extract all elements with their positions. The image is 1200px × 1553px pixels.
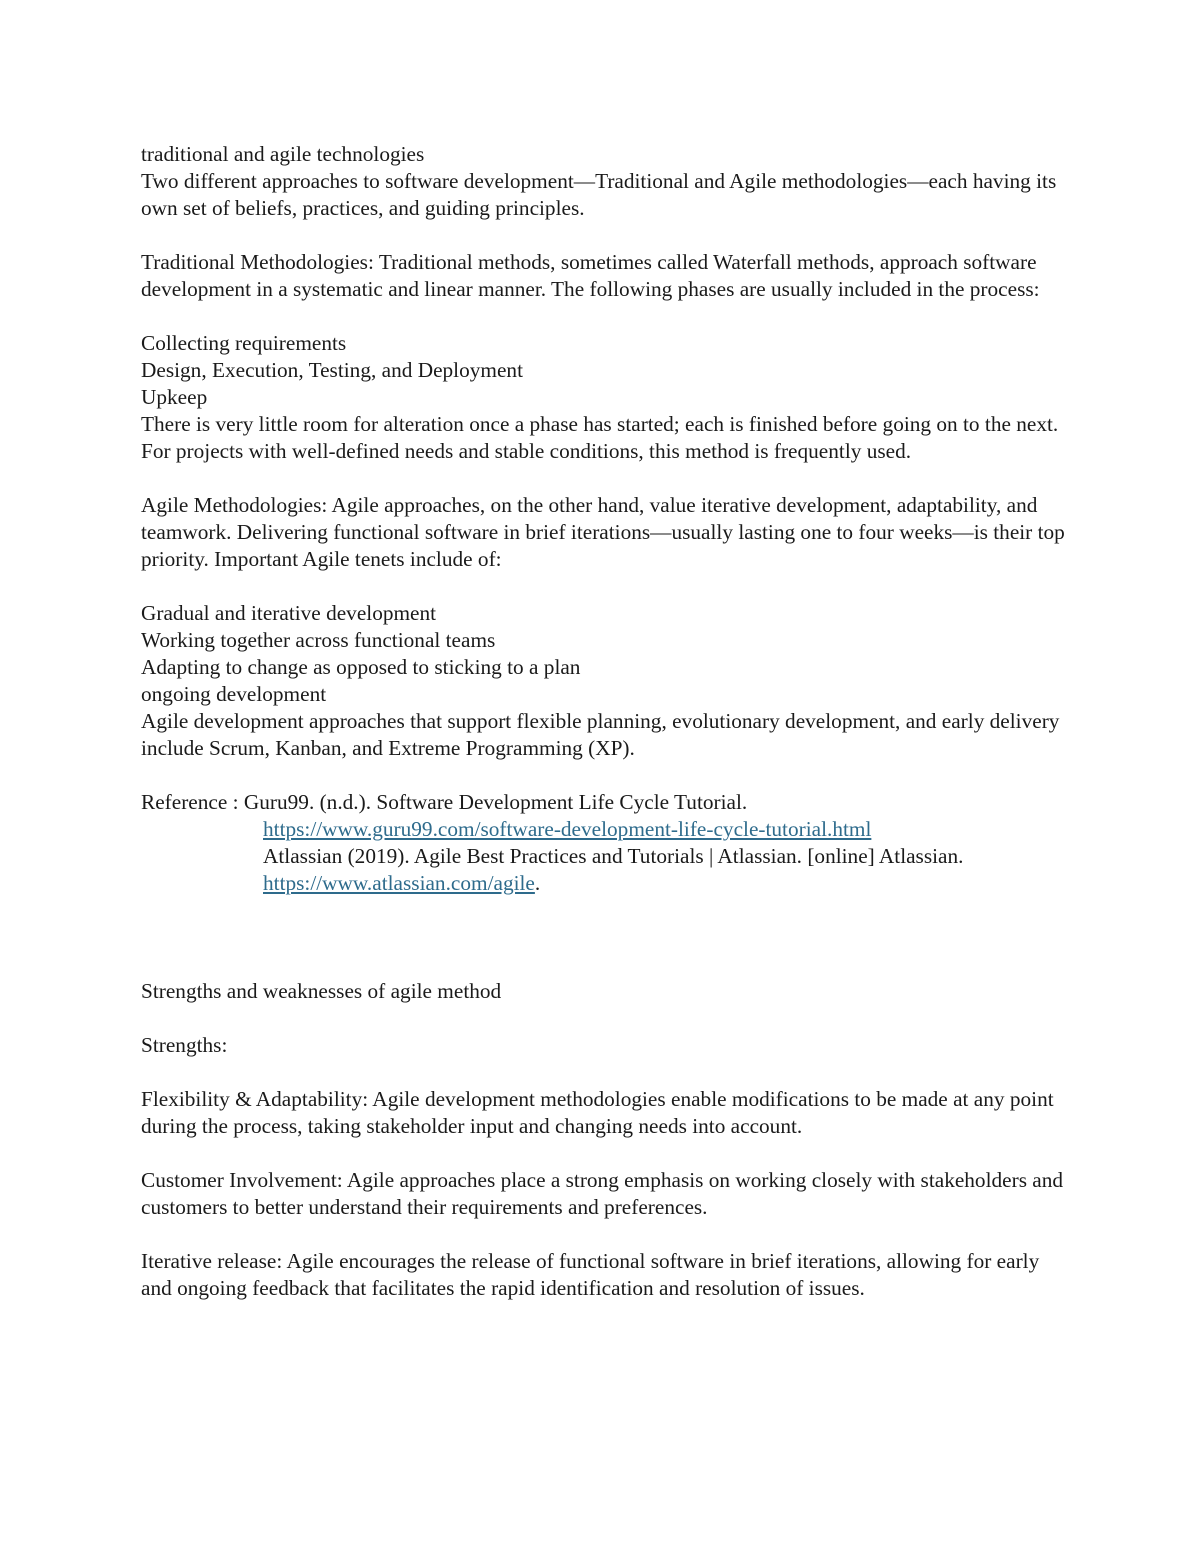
agile-note: Agile development approaches that support flexible planning, evolutionary development, and early delivery include Scrum, Kanban, and Extreme Programming (XP). (141, 709, 1060, 760)
agile-paragraph: Agile Methodologies: Agile approaches, on the other hand, value iterative development, adaptability, and teamwork. Delivering functional software in brief iterations—usually lasting one to four weeks—is their top priority. Important Agile tenets include of: (141, 493, 1065, 571)
traditional-note: There is very little room for alteration once a phase has started; each is finished before going on to the next. For projects with well-defined needs and stable conditions, this method is frequently used. (141, 412, 1059, 463)
spacer (141, 1221, 1066, 1248)
phase-item: Upkeep (141, 385, 208, 409)
tenet-item: ongoing development (141, 682, 327, 706)
traditional-paragraph: Traditional Methodologies: Traditional methods, sometimes called Waterfall methods, approach software development in a systematic and linear manner. The following phases are usually included in the process: (141, 250, 1040, 301)
reference-2-url-line (141, 870, 1066, 897)
doc-title-line: traditional and agile technologies (141, 142, 425, 166)
reference-1-link[interactable]: https://www.guru99.com/software-development-life-cycle-tutorial.html (263, 817, 872, 841)
strength-item: Iterative release: Agile encourages the release of functional software in brief iterations, allowing for early and ongoing feedback that facilitates the rapid identification and resolution of issues. (141, 1249, 1040, 1300)
spacer (141, 573, 1066, 600)
tenet-item: Gradual and iterative development (141, 601, 437, 625)
intro-paragraph: Two different approaches to software development—Traditional and Agile methodologies—each having its own set of beliefs, practices, and guiding principles. (141, 169, 1057, 220)
tenet-item: Working together across functional teams (141, 628, 496, 652)
document-page (141, 141, 1066, 1302)
spacer (141, 1005, 1066, 1032)
spacer (141, 1140, 1066, 1167)
spacer (141, 762, 1066, 789)
spacer (141, 1059, 1066, 1086)
reference-1-text: Guru99. (n.d.). Software Development Life Cycle Tutorial. (243, 790, 748, 814)
reference-label: Reference : (141, 790, 244, 814)
reference-2-link[interactable]: https://www.atlassian.com/agile (263, 871, 535, 895)
strength-item: Flexibility & Adaptability: Agile development methodologies enable modifications to be made at any point during the process, taking stakeholder input and changing needs into account. (141, 1087, 1054, 1138)
section-2-title: Strengths and weaknesses of agile method (141, 979, 502, 1003)
reference-2-trail: . (534, 871, 541, 895)
reference-block (141, 789, 1066, 897)
reference-line-1 (141, 789, 1066, 816)
reference-1-url-line (141, 816, 1066, 843)
strengths-heading: Strengths: (141, 1033, 228, 1057)
spacer (141, 222, 1066, 249)
spacer (141, 465, 1066, 492)
phase-item: Collecting requirements (141, 331, 347, 355)
spacer (141, 897, 1066, 978)
tenet-item: Adapting to change as opposed to sticking to a plan (141, 655, 581, 679)
reference-2-text: Atlassian (2019). Agile Best Practices and Tutorials | Atlassian. [online] Atlassian. (263, 844, 964, 868)
spacer (141, 303, 1066, 330)
phase-item: Design, Execution, Testing, and Deployment (141, 358, 523, 382)
strength-item: Customer Involvement: Agile approaches place a strong emphasis on working closely with stakeholders and customers to better understand their requirements and preferences. (141, 1168, 1064, 1219)
